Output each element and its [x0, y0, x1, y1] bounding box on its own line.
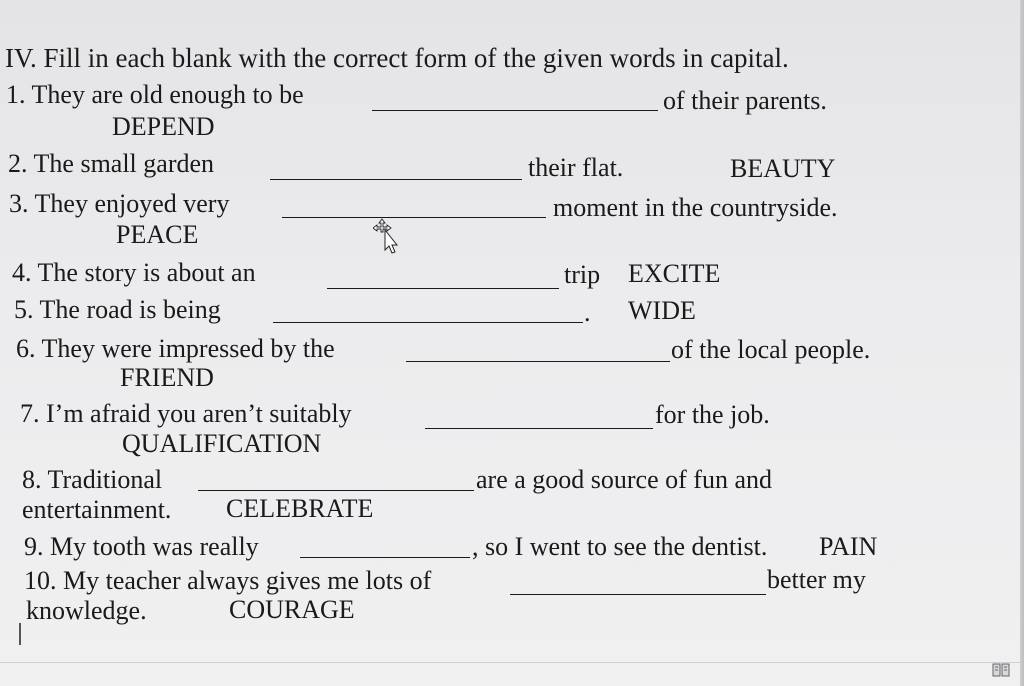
- item-8-word: CELEBRATE: [226, 494, 374, 523]
- item-1-after: of their parents.: [663, 86, 827, 115]
- item-3-word: PEACE: [116, 220, 199, 249]
- item-10-word: COURAGE: [229, 595, 355, 624]
- item-8-continuation: entertainment.: [22, 495, 172, 524]
- item-2-blank[interactable]: [270, 179, 522, 180]
- item-10-text: 10. My teacher always gives me lots of: [24, 566, 432, 595]
- item-10-continuation: knowledge.: [26, 596, 147, 625]
- item-10-blank[interactable]: [510, 594, 766, 595]
- item-5-after: .: [584, 298, 591, 327]
- item-2-after: their flat.: [528, 153, 624, 182]
- item-2-text: 2. The small garden: [8, 149, 215, 178]
- item-4-after: trip: [564, 260, 601, 289]
- item-6-after: of the local people.: [671, 335, 871, 364]
- item-9-blank[interactable]: [300, 557, 470, 558]
- item-5-word: WIDE: [628, 296, 696, 325]
- item-6-word: FRIEND: [120, 363, 214, 392]
- item-5-text: 5. The road is being: [14, 295, 221, 324]
- item-10-after: better my: [767, 565, 866, 594]
- item-7-blank[interactable]: [425, 428, 653, 429]
- item-4-text: 4. The story is about an: [12, 258, 256, 287]
- item-8-after: are a good source of fun and: [476, 465, 772, 494]
- item-6-text: 6. They were impressed by the: [16, 334, 335, 363]
- item-7-word: QUALIFICATION: [122, 429, 322, 458]
- exercise-heading: IV. Fill in each blank with the correct form of the given words in capital.: [5, 43, 789, 73]
- item-7-text: 7. I’m afraid you aren’t suitably: [20, 399, 352, 428]
- item-1-blank[interactable]: [372, 110, 658, 111]
- window-edge: [1020, 0, 1024, 686]
- item-9-word: PAIN: [819, 532, 878, 561]
- item-9-after: , so I went to see the dentist.: [472, 532, 768, 561]
- item-1-word: DEPEND: [112, 112, 215, 141]
- item-8-blank[interactable]: [198, 490, 474, 491]
- book-icon[interactable]: [992, 663, 1010, 677]
- item-3-blank[interactable]: [282, 217, 546, 218]
- item-6-blank[interactable]: [406, 361, 670, 362]
- item-4-blank[interactable]: [327, 288, 559, 289]
- status-bar-divider: [0, 662, 1020, 663]
- item-3-after: moment in the countryside.: [553, 193, 838, 222]
- item-9-text: 9. My tooth was really: [24, 532, 259, 561]
- item-1-text: 1. They are old enough to be: [6, 80, 304, 109]
- item-8-text: 8. Traditional: [22, 465, 163, 494]
- item-5-blank[interactable]: [273, 322, 583, 323]
- move-cursor-icon: [373, 218, 401, 254]
- item-7-after: for the job.: [655, 400, 770, 429]
- item-2-word: BEAUTY: [730, 154, 836, 183]
- item-3-text: 3. They enjoyed very: [9, 189, 230, 218]
- text-caret: [19, 623, 21, 645]
- item-4-word: EXCITE: [628, 259, 721, 288]
